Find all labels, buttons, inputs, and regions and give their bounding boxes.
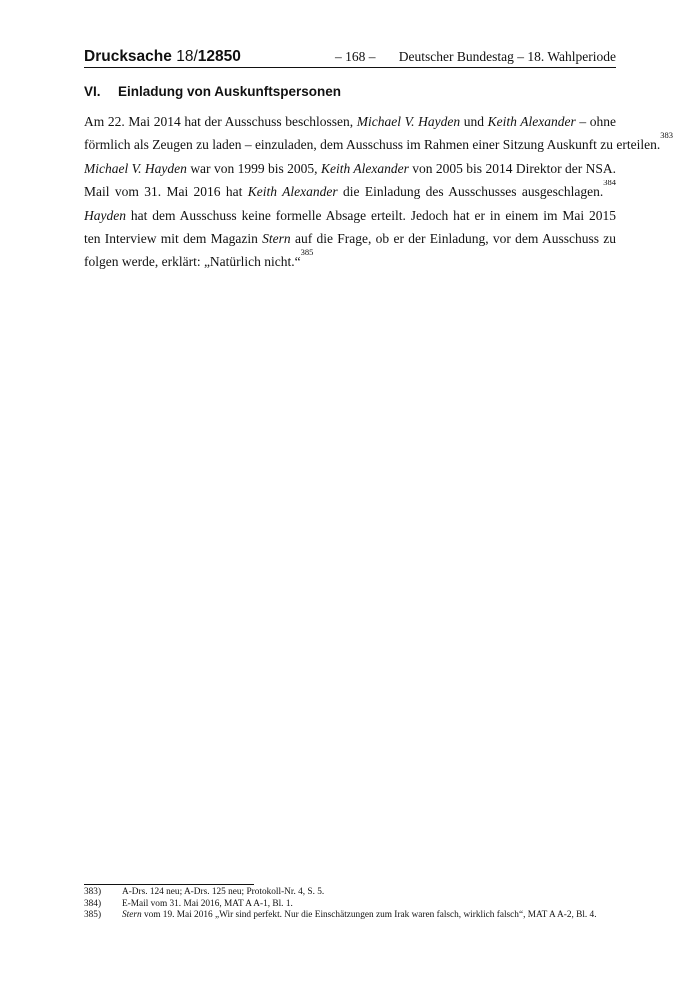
section-heading xyxy=(84,84,616,99)
magazine-name: Stern xyxy=(262,230,291,246)
paragraph-line: Am 22. Mai 2014 hat der Ausschuss beschlossen, Michael V. Hayden und Keith Alexander – ohne xyxy=(84,114,616,129)
paragraph-line: folgen werde, erklärt: „Natürlich nicht.“$^{385}$ xyxy=(84,247,314,270)
paragraph-line: Mail vom 31. Mai 2016 hat Keith Alexander die Einladung des Ausschusses ausgeschlagen.$^{384}$ xyxy=(84,180,616,203)
document-number-value: 12850 xyxy=(197,48,241,65)
footnote-number: 383) xyxy=(84,887,102,897)
person-name: Keith Alexander xyxy=(487,114,576,129)
footnotes xyxy=(84,887,616,922)
section-title: Einladung von Auskunftspersonen xyxy=(118,84,342,99)
document-number xyxy=(84,48,241,66)
document-prefix: 18/ xyxy=(176,48,198,65)
footnote-rule xyxy=(84,884,254,885)
footnote-text: E-Mail vom 31. Mai 2016, MAT A A-1, Bl. 1. xyxy=(122,898,293,909)
footnote-text: Stern vom 19. Mai 2016 „Wir sind perfekt. Nur die Einschätzungen zum Irak waren falsch, wirklich falsch“, MAT A A-2, Bl. 4. xyxy=(122,910,597,921)
footnote-number: 384) xyxy=(84,898,102,909)
person-name: Keith Alexander xyxy=(247,184,338,200)
person-name: Hayden xyxy=(84,207,126,223)
person-name: Michael V. Hayden xyxy=(356,114,461,129)
page-header xyxy=(84,48,616,68)
paragraph-line: Michael V. Hayden war von 1999 bis 2005, Keith Alexander von 2005 bis 2014 Direktor der NSA. xyxy=(84,160,616,176)
paragraph-line: ten Interview mit dem Magazin Stern auf die Frage, ob er der Einladung, vor dem Ausschuss zu xyxy=(84,230,616,246)
body-paragraph xyxy=(84,110,673,274)
footnote-ref[interactable]: 385 xyxy=(300,247,314,258)
footnote-number: 385) xyxy=(84,910,102,921)
paragraph-line: Hayden hat dem Ausschuss keine formelle Absage erteilt. Jedoch hat er in einem im Mai 2015 xyxy=(84,207,616,223)
footnote-item xyxy=(84,899,616,911)
person-name: Michael V. Hayden xyxy=(84,160,187,176)
header-rule xyxy=(84,67,616,68)
document-label: Drucksache xyxy=(84,48,172,65)
person-name: Keith Alexander xyxy=(320,160,409,176)
footnote-item xyxy=(84,887,616,899)
magazine-name: Stern xyxy=(122,910,142,921)
footnote-ref[interactable]: 383 xyxy=(660,130,673,141)
section-number: VI. xyxy=(84,84,101,99)
footnote-text: A-Drs. 124 neu; A-Drs. 125 neu; Protokoll-Nr. 4, S. 5. xyxy=(122,887,325,897)
footnote-item xyxy=(84,910,616,922)
page-number: – 168 – xyxy=(335,49,376,64)
paragraph-line: förmlich als Zeugen zu laden – einzuladen, dem Ausschuss im Rahmen einer Sitzung Auskunft zu erteilen.$^{383}$ xyxy=(84,130,673,153)
institution-label: Deutscher Bundestag – 18. Wahlperiode xyxy=(398,49,616,64)
footnote-ref[interactable]: 384 xyxy=(603,180,616,188)
